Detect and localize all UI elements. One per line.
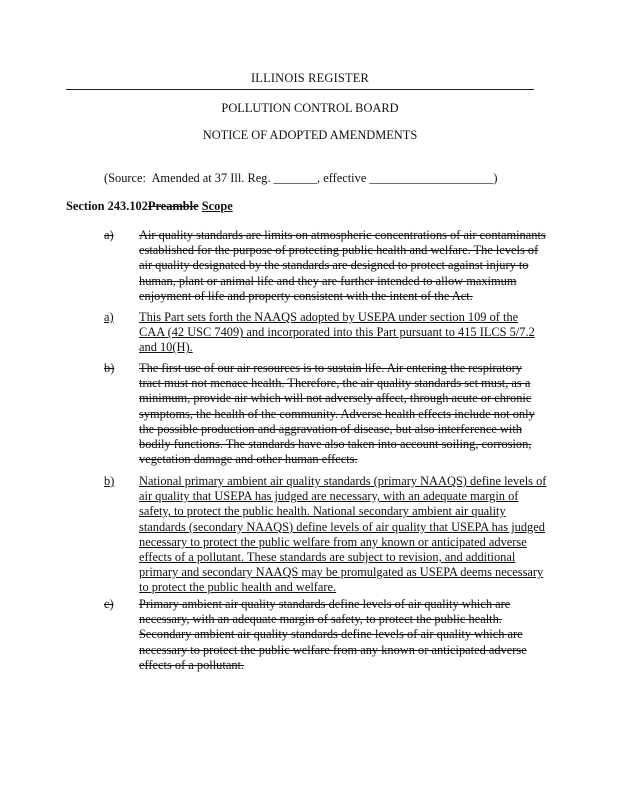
paragraph-label: a) bbox=[104, 310, 114, 324]
paragraph-line: safety, to protect the public health. National secondary ambient air quality bbox=[139, 504, 506, 519]
paragraph-line: necessary, with an adequate margin of safety, to protect the public health. bbox=[139, 612, 502, 627]
paragraph-line: bodily functions. The standards have also taken into account soiling, corrosion, bbox=[139, 437, 532, 452]
paragraph-line: Primary ambient air quality standards define levels of air quality which are bbox=[139, 597, 511, 611]
paragraph-a-deleted bbox=[104, 228, 546, 304]
paragraph-line: air quality that USEPA has judged are necessary, with an adequate margin of bbox=[139, 489, 519, 504]
paragraph-line: This Part sets forth the NAAQS adopted by USEPA under section 109 of the bbox=[139, 310, 519, 324]
paragraph-line: Air quality standards are limits on atmospheric concentrations of air contaminants bbox=[139, 228, 546, 242]
notice-title: NOTICE OF ADOPTED AMENDMENTS bbox=[202, 128, 418, 142]
paragraph-label: a) bbox=[104, 228, 114, 242]
paragraph-text bbox=[139, 228, 546, 304]
paragraph-line: symptoms, the health of the community. Adverse health effects include not only bbox=[139, 406, 535, 421]
paragraph-line: The first use of our air resources is to sustain life. Air entering the respiratory bbox=[139, 361, 522, 375]
paragraph-line: air quality designated by the standards are designed to protect against injury to bbox=[139, 258, 529, 273]
paragraph-b-inserted bbox=[104, 474, 547, 596]
paragraph-line: primary and secondary NAAQS may be promulgated as USEPA deems necessary bbox=[139, 565, 544, 580]
header-rule bbox=[66, 89, 534, 90]
paragraph-b-deleted bbox=[104, 361, 534, 467]
paragraph-line: effects of a pollutant. bbox=[139, 657, 245, 672]
source-note: (Source: Amended at 37 Ill. Reg. _______, effective ____________________) bbox=[104, 171, 498, 185]
paragraph-line: necessary to protect the public welfare from any known or anticipated adverse bbox=[139, 642, 527, 657]
paragraph-line: the possible production and aggravation of disease, but also interference with bbox=[139, 421, 522, 436]
paragraph-text bbox=[139, 597, 534, 673]
paragraph-label: c) bbox=[104, 597, 114, 611]
paragraph-text bbox=[139, 361, 534, 467]
paragraph-text bbox=[139, 474, 547, 596]
paragraph-line: established for the purpose of protecting public health and welfare. The levels of bbox=[139, 243, 539, 258]
paragraph-line: necessary to protect the public welfare from any known or anticipated adverse bbox=[139, 534, 527, 549]
paragraph-label: b) bbox=[104, 361, 115, 375]
board-name: POLLUTION CONTROL BOARD bbox=[221, 101, 399, 115]
paragraph-a-inserted bbox=[104, 310, 534, 356]
paragraph-line: vegetation damage and other human effects. bbox=[139, 452, 358, 467]
paragraph-line: Secondary ambient air quality standards define levels of air quality which are bbox=[139, 627, 523, 642]
paragraph-line: National primary ambient air quality standards (primary NAAQS) define levels of bbox=[139, 474, 547, 488]
paragraph-line: minimum, provide air which will not adversely affect, through acute or chronic bbox=[139, 391, 532, 406]
paragraph-line: human, plant or animal life and they are further intended to allow maximum bbox=[139, 273, 517, 288]
paragraph-line: enjoyment of life and property consistent with the intent of the Act. bbox=[139, 288, 473, 303]
paragraph-line: effects of a pollutant. These standards are subject to revision, and additional bbox=[139, 550, 516, 565]
section-number: Section 243.102 bbox=[66, 199, 148, 213]
paragraph-line: CAA (42 USC 7409) and incorporated into this Part pursuant to 415 ILCS 5/7.2 bbox=[139, 325, 535, 340]
paragraph-line: to protect the public health and welfare. bbox=[139, 580, 337, 595]
register-title: ILLINOIS REGISTER bbox=[250, 71, 369, 85]
paragraph-line: tract must not menace health. Therefore, the air quality standards set must, as a bbox=[139, 376, 531, 391]
section-inserted-title: Scope bbox=[201, 199, 233, 213]
paragraph-line: standards (secondary NAAQS) define levels of air quality that USEPA has judged bbox=[139, 519, 545, 534]
paragraph-c-deleted bbox=[104, 597, 534, 673]
section-deleted-title: Preamble bbox=[147, 199, 199, 213]
paragraph-text bbox=[139, 310, 534, 356]
paragraph-label: b) bbox=[104, 474, 115, 488]
section-heading bbox=[66, 199, 233, 214]
paragraph-line: and 10(H). bbox=[139, 340, 193, 355]
